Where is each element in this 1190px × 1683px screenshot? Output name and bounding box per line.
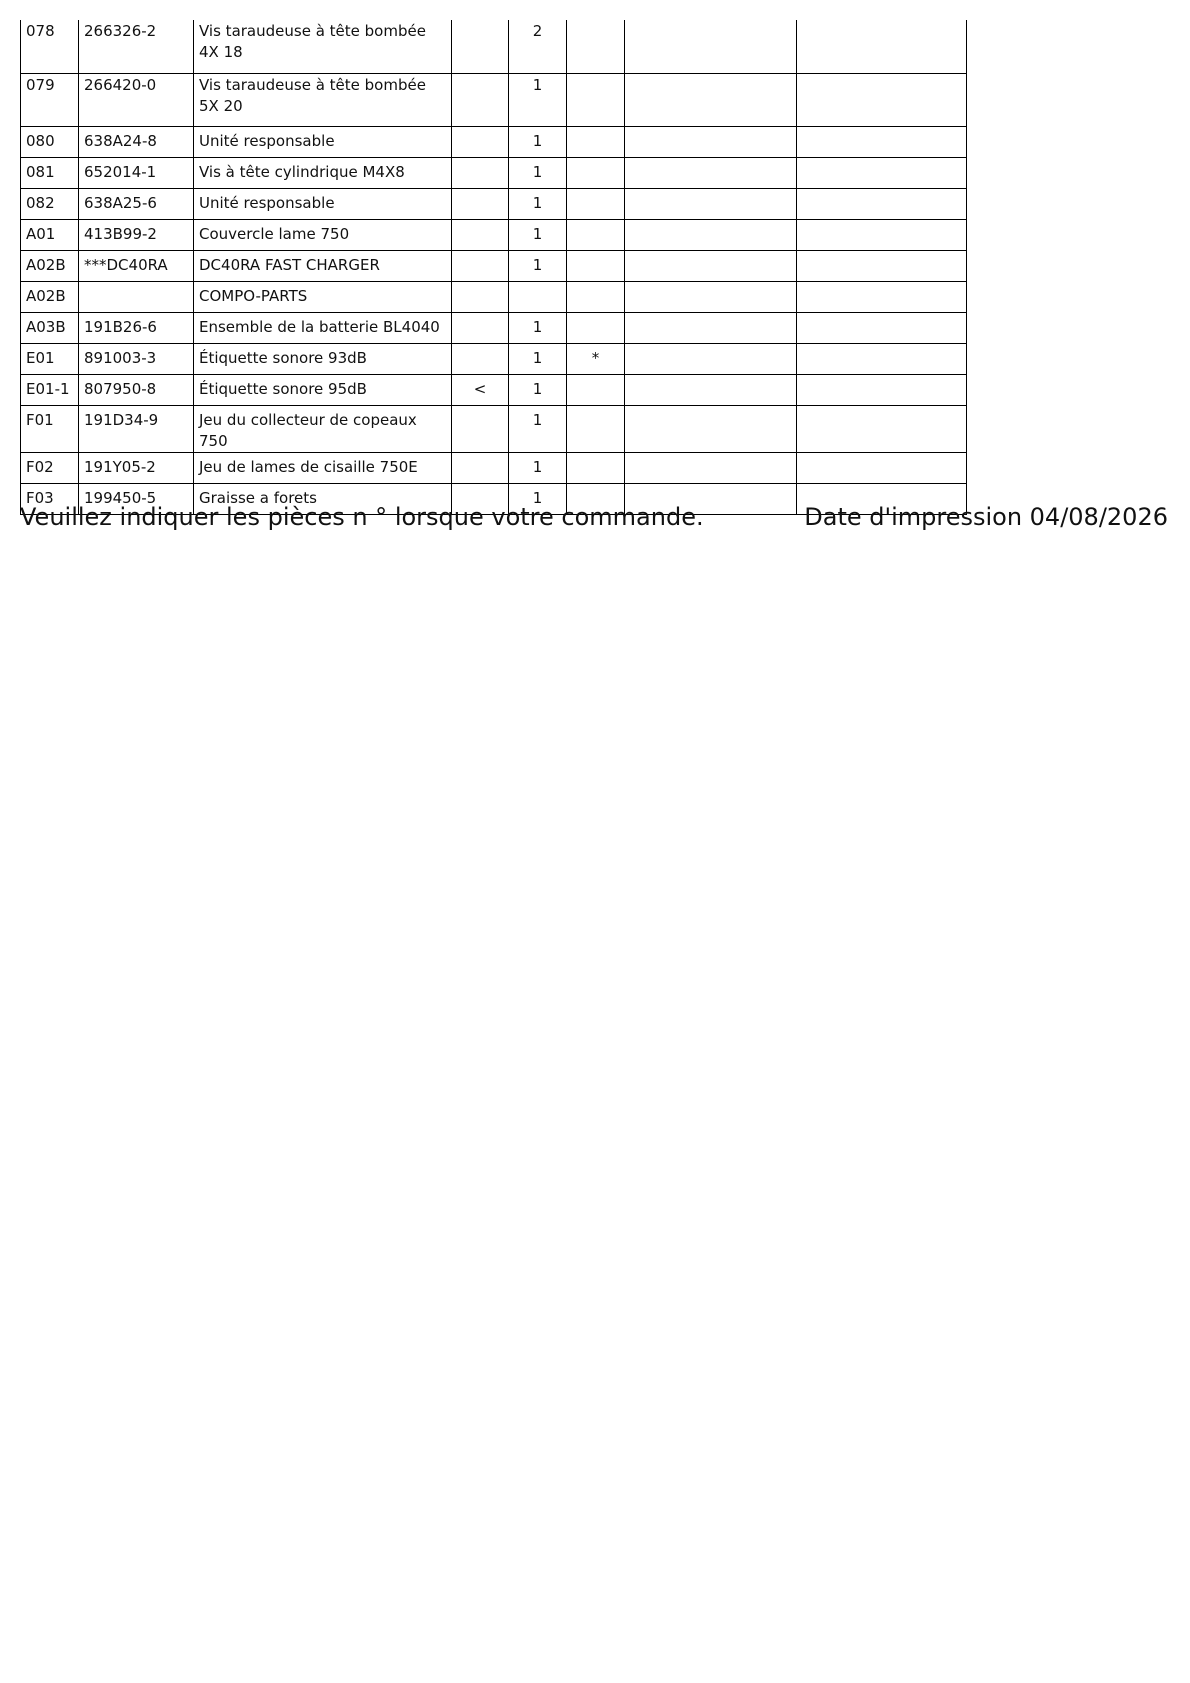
blank-cell-2 bbox=[797, 157, 967, 188]
note-cell bbox=[567, 312, 625, 343]
item-number-cell: A03B bbox=[21, 312, 79, 343]
part-number-cell: 413B99-2 bbox=[79, 219, 194, 250]
table-row bbox=[21, 157, 967, 188]
note-cell bbox=[567, 452, 625, 483]
blank-cell-2 bbox=[797, 405, 967, 452]
item-number-cell: A02B bbox=[21, 281, 79, 312]
order-instruction: Veuillez indiquer les pièces n ° lorsque votre commande. bbox=[20, 503, 704, 531]
blank-cell-2 bbox=[797, 126, 967, 157]
marker-cell bbox=[452, 219, 509, 250]
blank-cell-1 bbox=[625, 405, 797, 452]
marker-cell bbox=[452, 405, 509, 452]
item-number-cell: F03 bbox=[21, 483, 79, 514]
marker-cell: < bbox=[452, 374, 509, 405]
description-cell: Vis taraudeuse à tête bombée 5X 20 bbox=[194, 73, 452, 126]
description-cell: Étiquette sonore 93dB bbox=[194, 343, 452, 374]
part-number-cell: ***DC40RA bbox=[79, 250, 194, 281]
blank-cell-1 bbox=[625, 281, 797, 312]
blank-cell-1 bbox=[625, 312, 797, 343]
part-number-cell: 266326-2 bbox=[79, 20, 194, 73]
quantity-cell: 2 bbox=[509, 20, 567, 73]
table-row bbox=[21, 73, 967, 126]
quantity-cell: 1 bbox=[509, 312, 567, 343]
part-number-cell: 652014-1 bbox=[79, 157, 194, 188]
part-number-cell: 807950-8 bbox=[79, 374, 194, 405]
table-row bbox=[21, 405, 967, 452]
quantity-cell: 1 bbox=[509, 452, 567, 483]
description-cell: Jeu du collecteur de copeaux 750 bbox=[194, 405, 452, 452]
note-cell bbox=[567, 374, 625, 405]
marker-cell bbox=[452, 20, 509, 73]
blank-cell-1 bbox=[625, 73, 797, 126]
table-row bbox=[21, 374, 967, 405]
blank-cell-2 bbox=[797, 188, 967, 219]
table-row bbox=[21, 343, 967, 374]
part-number-cell: 638A24-8 bbox=[79, 126, 194, 157]
description-cell: Étiquette sonore 95dB bbox=[194, 374, 452, 405]
blank-cell-1 bbox=[625, 188, 797, 219]
marker-cell bbox=[452, 126, 509, 157]
quantity-cell: 1 bbox=[509, 374, 567, 405]
blank-cell-2 bbox=[797, 452, 967, 483]
part-number-cell bbox=[79, 281, 194, 312]
quantity-cell: 1 bbox=[509, 250, 567, 281]
description-cell: COMPO-PARTS bbox=[194, 281, 452, 312]
marker-cell bbox=[452, 250, 509, 281]
table-row bbox=[21, 126, 967, 157]
item-number-cell: A01 bbox=[21, 219, 79, 250]
table-row bbox=[21, 281, 967, 312]
quantity-cell: 1 bbox=[509, 405, 567, 452]
note-cell bbox=[567, 250, 625, 281]
description-cell: Ensemble de la batterie BL4040 bbox=[194, 312, 452, 343]
part-number-cell: 199450-5 bbox=[79, 483, 194, 514]
blank-cell-2 bbox=[797, 250, 967, 281]
note-cell bbox=[567, 157, 625, 188]
description-cell: Vis taraudeuse à tête bombée 4X 18 bbox=[194, 20, 452, 73]
item-number-cell: 082 bbox=[21, 188, 79, 219]
table-row bbox=[21, 188, 967, 219]
blank-cell-1 bbox=[625, 157, 797, 188]
description-cell: Unité responsable bbox=[194, 188, 452, 219]
note-cell bbox=[567, 281, 625, 312]
blank-cell-2 bbox=[797, 312, 967, 343]
note-cell bbox=[567, 219, 625, 250]
item-number-cell: 080 bbox=[21, 126, 79, 157]
item-number-cell: 079 bbox=[21, 73, 79, 126]
note-cell bbox=[567, 20, 625, 73]
table-row bbox=[21, 219, 967, 250]
parts-table bbox=[20, 20, 967, 515]
quantity-cell: 1 bbox=[509, 483, 567, 514]
blank-cell-1 bbox=[625, 343, 797, 374]
table-row bbox=[21, 452, 967, 483]
note-cell bbox=[567, 405, 625, 452]
quantity-cell: 1 bbox=[509, 219, 567, 250]
part-number-cell: 891003-3 bbox=[79, 343, 194, 374]
blank-cell-2 bbox=[797, 343, 967, 374]
item-number-cell: F02 bbox=[21, 452, 79, 483]
quantity-cell: 1 bbox=[509, 126, 567, 157]
blank-cell-1 bbox=[625, 20, 797, 73]
note-cell bbox=[567, 73, 625, 126]
part-number-cell: 191B26-6 bbox=[79, 312, 194, 343]
blank-cell-2 bbox=[797, 219, 967, 250]
quantity-cell: 1 bbox=[509, 343, 567, 374]
part-number-cell: 638A25-6 bbox=[79, 188, 194, 219]
marker-cell bbox=[452, 188, 509, 219]
page-footer bbox=[20, 502, 1168, 532]
note-cell bbox=[567, 188, 625, 219]
item-number-cell: A02B bbox=[21, 250, 79, 281]
table-row bbox=[21, 312, 967, 343]
blank-cell-1 bbox=[625, 374, 797, 405]
blank-cell-2 bbox=[797, 281, 967, 312]
item-number-cell: 081 bbox=[21, 157, 79, 188]
table-row bbox=[21, 250, 967, 281]
item-number-cell: E01 bbox=[21, 343, 79, 374]
blank-cell-2 bbox=[797, 73, 967, 126]
item-number-cell: E01-1 bbox=[21, 374, 79, 405]
note-cell bbox=[567, 126, 625, 157]
description-cell: DC40RA FAST CHARGER bbox=[194, 250, 452, 281]
quantity-cell: 1 bbox=[509, 73, 567, 126]
description-cell: Graisse a forets bbox=[194, 483, 452, 514]
quantity-cell: 1 bbox=[509, 188, 567, 219]
quantity-cell: 1 bbox=[509, 157, 567, 188]
blank-cell-2 bbox=[797, 20, 967, 73]
marker-cell bbox=[452, 343, 509, 374]
note-cell: * bbox=[567, 343, 625, 374]
blank-cell-1 bbox=[625, 250, 797, 281]
marker-cell bbox=[452, 157, 509, 188]
blank-cell-1 bbox=[625, 126, 797, 157]
description-cell: Couvercle lame 750 bbox=[194, 219, 452, 250]
table-row bbox=[21, 20, 967, 73]
blank-cell-2 bbox=[797, 374, 967, 405]
print-date: Date d'impression 04/08/2026 bbox=[804, 503, 1168, 531]
marker-cell bbox=[452, 312, 509, 343]
description-cell: Jeu de lames de cisaille 750E bbox=[194, 452, 452, 483]
part-number-cell: 266420-0 bbox=[79, 73, 194, 126]
part-number-cell: 191Y05-2 bbox=[79, 452, 194, 483]
marker-cell bbox=[452, 73, 509, 126]
quantity-cell bbox=[509, 281, 567, 312]
marker-cell bbox=[452, 281, 509, 312]
blank-cell-1 bbox=[625, 219, 797, 250]
item-number-cell: 078 bbox=[21, 20, 79, 73]
part-number-cell: 191D34-9 bbox=[79, 405, 194, 452]
description-cell: Vis à tête cylindrique M4X8 bbox=[194, 157, 452, 188]
description-cell: Unité responsable bbox=[194, 126, 452, 157]
parts-table-body bbox=[21, 20, 967, 514]
marker-cell bbox=[452, 452, 509, 483]
item-number-cell: F01 bbox=[21, 405, 79, 452]
blank-cell-1 bbox=[625, 452, 797, 483]
